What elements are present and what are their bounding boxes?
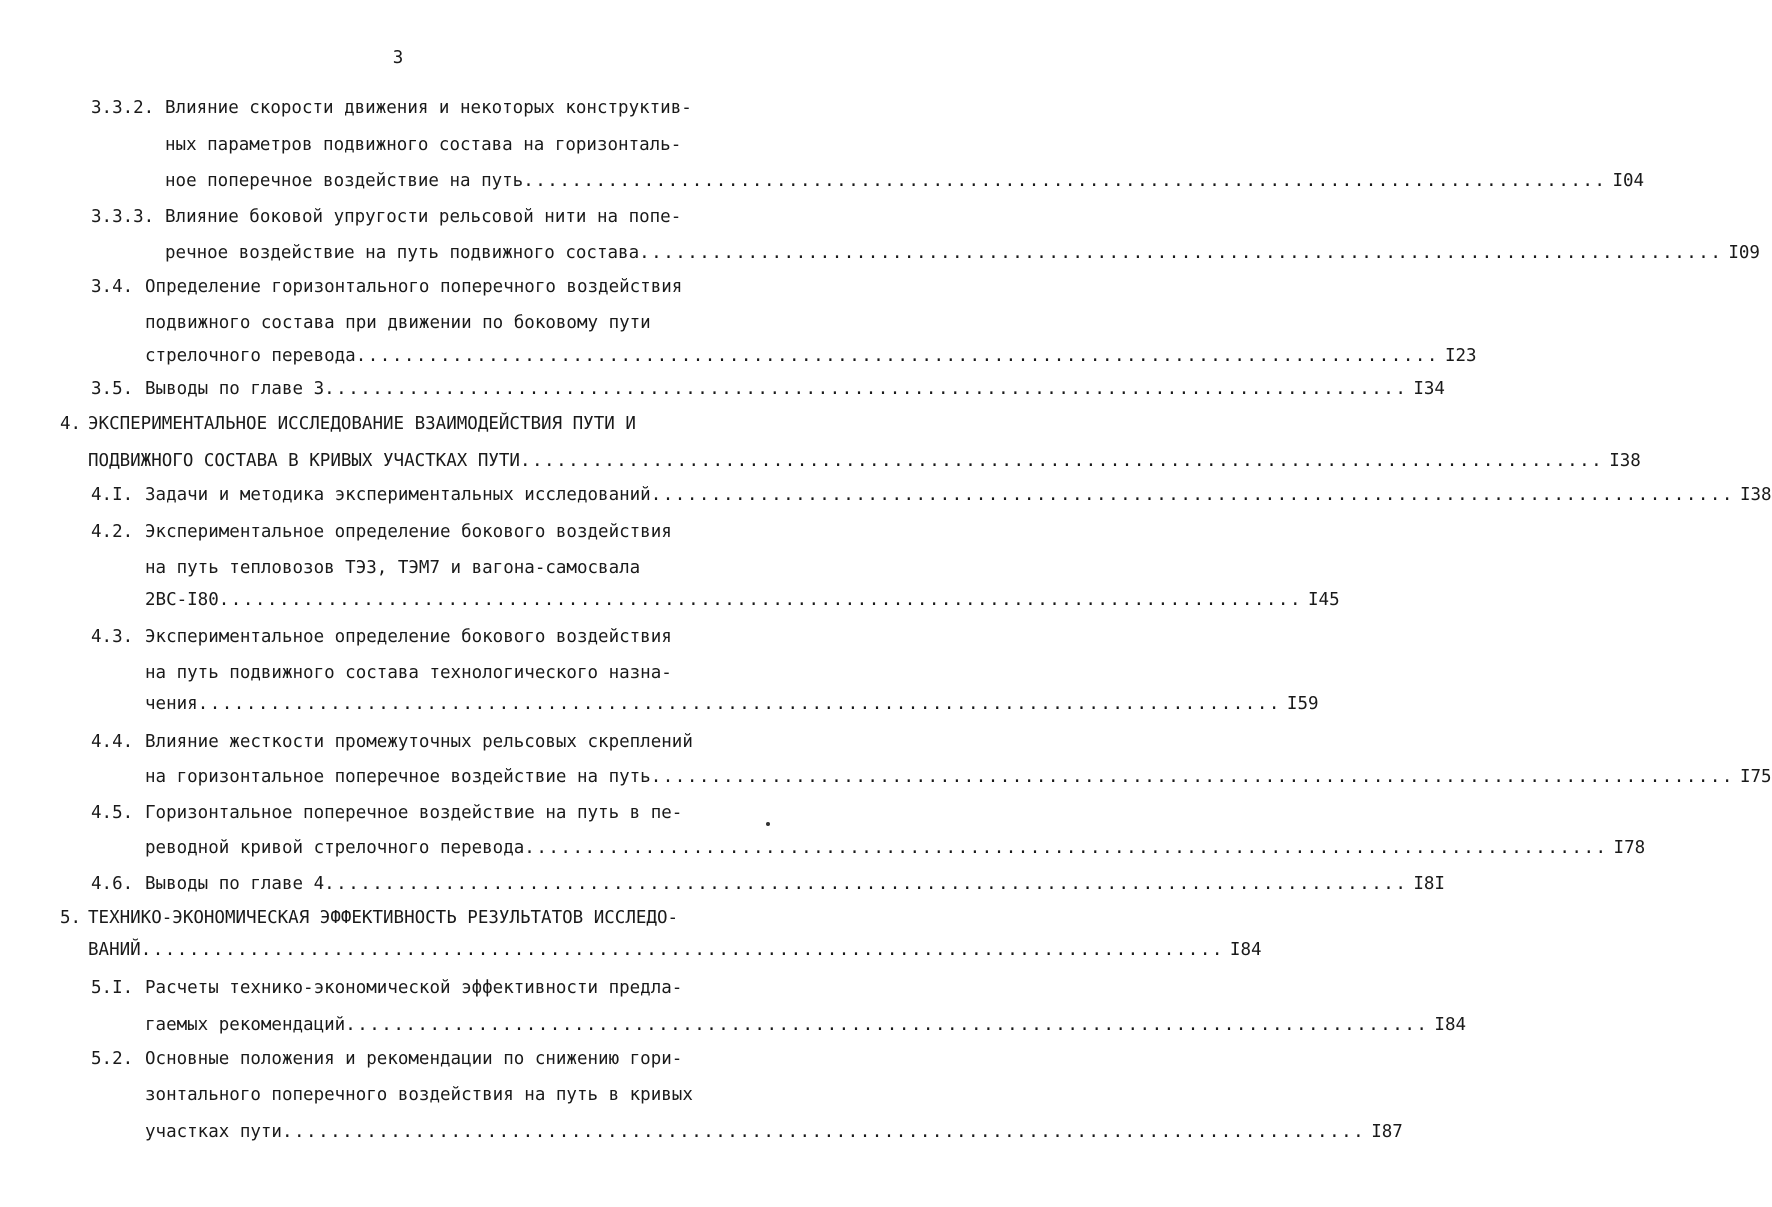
toc-entry-text: Расчеты технико-экономической эффективности предла- xyxy=(145,978,683,998)
toc-entry-number: 3.5. xyxy=(91,379,134,399)
toc-entry-number: 4.5. xyxy=(91,803,134,823)
toc-entry-last-line xyxy=(145,1014,1467,1036)
toc-entry-last-line xyxy=(145,378,1445,400)
stray-mark xyxy=(766,822,770,826)
toc-entry-page: I8I xyxy=(1413,874,1445,894)
toc-entry-text: на горизонтальное поперечное воздействие на путь xyxy=(145,767,651,787)
dot-leader: .......................................................................................... xyxy=(324,379,1408,399)
toc-entry-page: I59 xyxy=(1286,694,1319,714)
toc-entry-last-line xyxy=(165,242,1760,264)
dot-leader: .......................................................................................... xyxy=(650,485,1734,505)
toc-entry-text: Определение горизонтального поперечного воздействия xyxy=(145,277,683,297)
toc-entry-last-line xyxy=(145,837,1646,859)
dot-leader: .......................................................................................... xyxy=(218,590,1302,610)
toc-entry-page: I87 xyxy=(1371,1122,1403,1142)
toc-entry-text: чения xyxy=(145,694,198,714)
toc-entry-number: 4.2. xyxy=(91,522,134,542)
toc-entry-text: Влияние скорости движения и некоторых конструктив- xyxy=(165,98,692,118)
toc-entry-text: гаемых рекомендаций xyxy=(145,1015,346,1035)
dot-leader: .......................................................................................... xyxy=(140,940,1224,960)
toc-entry-last-line xyxy=(88,450,1641,472)
page-number: 3 xyxy=(392,48,404,68)
toc-entry-page: I84 xyxy=(1434,1015,1467,1035)
dot-leader: .......................................................................................... xyxy=(355,346,1439,366)
toc-entry-text: на путь подвижного состава технологического назна- xyxy=(145,663,672,683)
toc-entry-last-line xyxy=(145,693,1319,715)
toc-entry-text: Экспериментальное определение бокового воздействия xyxy=(145,627,672,647)
toc-entry-text: ТЕХНИКО-ЭКОНОМИЧЕСКАЯ ЭФФЕКТИВНОСТЬ РЕЗУЛЬТАТОВ ИССЛЕДО- xyxy=(88,908,679,928)
toc-entry-last-line xyxy=(165,170,1645,192)
toc-entry-text: реводной кривой стрелочного перевода xyxy=(145,838,525,858)
toc-entry-page: I78 xyxy=(1613,838,1646,858)
toc-entry-page: I38 xyxy=(1739,485,1772,505)
toc-entry-page: I09 xyxy=(1728,243,1760,263)
dot-leader: .......................................................................................... xyxy=(519,451,1604,471)
toc-entry-text: Задачи и методика экспериментальных исследований xyxy=(145,485,651,505)
toc-entry-page: I45 xyxy=(1308,590,1340,610)
toc-entry-number: 5.I. xyxy=(91,978,134,998)
toc-entry-text: Влияние боковой упругости рельсовой нити на попе- xyxy=(165,207,682,227)
toc-entry-text: участках пути xyxy=(145,1122,282,1142)
toc-entry-number: 4.4. xyxy=(91,732,134,752)
toc-entry-last-line xyxy=(145,345,1477,367)
toc-entry-number: 5.2. xyxy=(91,1049,134,1069)
toc-entry-text: 2ВС-I80 xyxy=(145,590,219,610)
toc-entry-text: на путь тепловозов ТЭ3, ТЭМ7 и вагона-самосвала xyxy=(145,558,641,578)
dot-leader: .......................................................................................... xyxy=(524,838,1608,858)
toc-entry-text: Выводы по главе 3 xyxy=(145,379,325,399)
toc-entry-last-line xyxy=(145,484,1772,506)
toc-entry-page: I23 xyxy=(1444,346,1477,366)
toc-entry-text: Выводы по главе 4 xyxy=(145,874,325,894)
dot-leader: .......................................................................................... xyxy=(281,1122,1366,1142)
toc-entry-page: I75 xyxy=(1739,767,1772,787)
toc-entry-last-line xyxy=(145,766,1772,788)
toc-entry-text: Основные положения и рекомендации по снижению гори- xyxy=(145,1049,683,1069)
toc-entry-page: I04 xyxy=(1612,171,1645,191)
toc-entry-page: I34 xyxy=(1413,379,1445,399)
toc-entry-number: 4.I. xyxy=(91,485,134,505)
toc-entry-last-line xyxy=(88,939,1262,961)
dot-leader: .......................................................................................... xyxy=(639,243,1723,263)
toc-entry-number: 4. xyxy=(60,414,82,434)
toc-entry-text: стрелочного перевода xyxy=(145,346,356,366)
toc-entry-text: ПОДВИЖНОГО СОСТАВА В КРИВЫХ УЧАСТКАХ ПУТИ xyxy=(88,451,520,471)
toc-entry-text: ных параметров подвижного состава на горизонталь- xyxy=(165,135,682,155)
toc-entry-text: ВАНИЙ xyxy=(88,940,141,960)
toc-entry-text: подвижного состава при движении по боковому пути xyxy=(145,313,651,333)
toc-entry-number: 4.6. xyxy=(91,874,134,894)
toc-entry-number: 3.3.2. xyxy=(91,98,155,118)
dot-leader: .......................................................................................... xyxy=(650,767,1734,787)
dot-leader: .......................................................................................... xyxy=(345,1015,1429,1035)
toc-entry-text: Горизонтальное поперечное воздействие на путь в пе- xyxy=(145,803,683,823)
toc-entry-page: I38 xyxy=(1609,451,1641,471)
toc-entry-last-line xyxy=(145,873,1445,895)
toc-entry-last-line xyxy=(145,589,1340,611)
toc-entry-text: ное поперечное воздействие на путь xyxy=(165,171,524,191)
dot-leader: .......................................................................................... xyxy=(324,874,1408,894)
toc-entry-text: Экспериментальное определение бокового воздействия xyxy=(145,522,672,542)
toc-entry-text: Влияние жесткости промежуточных рельсовых скреплений xyxy=(145,732,693,752)
dot-leader: .......................................................................................... xyxy=(197,694,1281,714)
toc-entry-number: 4.3. xyxy=(91,627,134,647)
toc-entry-text: ЭКСПЕРИМЕНТАЛЬНОЕ ИССЛЕДОВАНИЕ ВЗАИМОДЕЙСТВИЯ ПУТИ И xyxy=(88,414,636,434)
toc-entry-text: речное воздействие на путь подвижного состава xyxy=(165,243,640,263)
toc-entry-last-line xyxy=(145,1121,1403,1143)
dot-leader: .......................................................................................... xyxy=(523,171,1607,191)
toc-entry-number: 3.4. xyxy=(91,277,134,297)
toc-entry-text: зонтального поперечного воздействия на путь в кривых xyxy=(145,1085,693,1105)
toc-entry-number: 3.3.3. xyxy=(91,207,155,227)
toc-entry-number: 5. xyxy=(60,908,82,928)
toc-entry-page: I84 xyxy=(1229,940,1262,960)
